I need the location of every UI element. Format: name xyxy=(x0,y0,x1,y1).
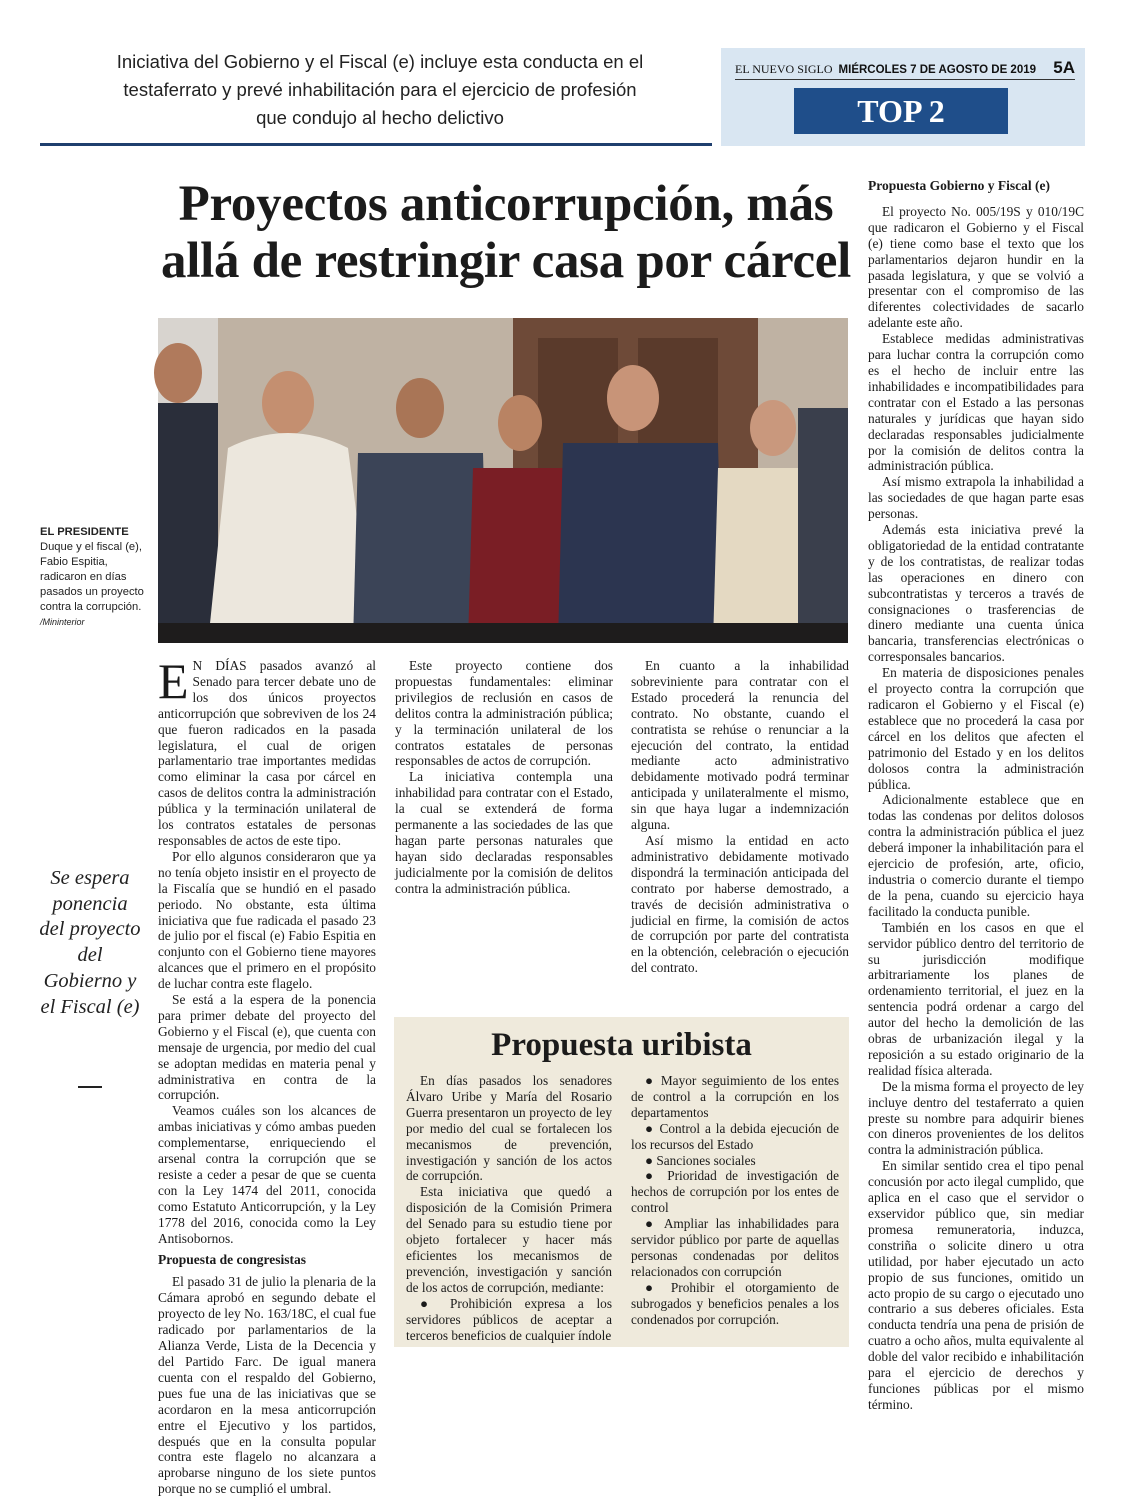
article-paragraph: Por ello algunos consideraron que ya no tenía objeto insistir en el proyecto de la Fiscalía que se hundió en el pasado periodo. No obstante, esta última iniciativa que fue radicada el pasado 23 de julio por el fiscal (e) Fabio Espitia en conjunto con el Gobierno tiene mayores alcances que el primero en el propósito de luchar contra este flagelo. xyxy=(158,848,376,992)
article-paragraph: Veamos cuáles son los alcances de ambas iniciativas y cómo ambas pueden complementarse, enriqueciendo el arsenal contra la corrupción que se resiste a ceder a pesar de que se cuenta con la Ley 1474 del 2011, conocida como Estatuto Anticorrupción, y la Ley 1778 del 2016, conocida como la Ley Antisobornos. xyxy=(158,1103,376,1246)
box-column-1 xyxy=(406,1073,612,1343)
box-bullet: ● Ampliar las inhabilidades para servidor público por parte de aquellas personas condenadas por delitos relacionados con corrupción xyxy=(631,1216,839,1279)
article-paragraph: Así mismo extrapola la inhabilidad a las sociedades de que hagan parte esas personas. xyxy=(868,474,1084,522)
newspaper-name: EL NUEVO SIGLO xyxy=(735,62,833,76)
article-paragraph: De la misma forma el proyecto de ley incluye dentro del testaferrato a quien preste su nombre para adquirir bienes con dineros provenientes de los delitos contra la administración pública. xyxy=(868,1078,1084,1158)
page-number: 5A xyxy=(1053,58,1075,77)
headline: Proyectos anticorrupción, más allá de restringir casa por cárcel xyxy=(161,176,851,289)
box-bullet: ● Control a la debida ejecución de los recursos del Estado xyxy=(631,1120,839,1152)
article-paragraph: El pasado 31 de julio la plenaria de la Cámara aprobó en segundo debate el proyecto de ley No. 163/18C, el cual fue radicado por parlamentarios de la Alianza Verde, Lista de la Decencia y del Partido Farc. De igual manera cuenta con el respaldo del Gobierno, pues fue una de las iniciativas que se acordaron en la mesa anticorrupción entre el Ejecutivo y los partidos, después que en la consulta popular contra este flagelo no alcanzara a aprobarse ninguno de los siete puntos porque no se cumplió el umbral. xyxy=(158,1274,376,1497)
photo-credit: /Mininterior xyxy=(40,617,85,627)
article-paragraph: Establece medidas administrativas para luchar contra la corrupción como es el hecho de incluir entre las inhabilidades e incompatibilidades para contratar con el Estado a las personas naturales y jurídicas que hayan sido declaradas responsables judicialmente por la comisión de delitos contra la administración pública. xyxy=(868,331,1084,474)
caption-title: EL PRESIDENTE xyxy=(40,526,129,538)
kicker-divider xyxy=(40,143,712,146)
article-column-2 xyxy=(395,658,613,1004)
article-paragraph: Adicionalmente establece que en todas las condenas por delitos dolosos contra la administración pública el juez deberá imponer la inhabilitación para el ejercicio de profesión, arte, oficio, industria o comercio durante el tiempo de la pena, cuando su ejercicio haya facilitado la conducta punible. xyxy=(868,792,1084,919)
article-column-3 xyxy=(631,658,849,1004)
box-bullet: ● Prioridad de investigación de hechos de corrupción por los entes de control xyxy=(631,1168,839,1216)
article-paragraph: Este proyecto contiene dos propuestas fundamentales: eliminar privilegios de reclusión en casos de delitos contra la administración pública; y la terminación unilateral de los contratos estatales de personas responsables de actos de corrupción. xyxy=(395,658,613,769)
subheading: Propuesta de congresistas xyxy=(158,1251,306,1267)
article-paragraph: En similar sentido crea el tipo penal concusión por acto ilegal cumplido, que aplica en el caso que el servidor o exservidor público que, sin mediar promesa remuneratoria, induzca, constriña o solicite dinero u otra utilidad, por haber ejecutado un acto propio de sus funciones, omitido un acto propio de su cargo o ejecutado uno contrario a sus deberes oficiales. Esta conducta tendría una pena de prisión de cuatro a ocho años, multa equivalente al doble del valor recibido e inhabilitación para el ejercicio de derechos y funciones públicas por el mismo término. xyxy=(868,1158,1084,1412)
article-paragraph: La iniciativa contempla una inhabilidad para contratar con el Estado, la cual se extenderá de forma permanente a las sociedades de las que hagan parte personas naturales que hayan sido declaradas responsables judicialmente por la comisión de delitos contra la administración pública. xyxy=(395,769,613,896)
masthead xyxy=(735,58,1075,78)
drop-cap: E xyxy=(158,653,189,709)
pull-quote-dash xyxy=(78,1086,102,1088)
masthead-divider xyxy=(735,79,1075,80)
lead-in: N DÍAS xyxy=(192,658,247,673)
article-paragraph: Así mismo la entidad en acto administrativo debidamente motivado dispondrá la terminación anticipada del contrato por haberse demostrado, a través de decisión administrativa o judicial en firme, la comisión de actos de corrupción por parte del contratista en la obtención, celebración o ejecución del contrato. xyxy=(631,832,849,976)
box-bullet: ● Prohibir el otorgamiento de subrogados y beneficios penales a los condenados por corrupción. xyxy=(631,1279,839,1327)
press-photo xyxy=(158,318,848,643)
article-column-1 xyxy=(158,653,376,1497)
press-photo-scene xyxy=(158,318,848,643)
box-bullet: ● Mayor seguimiento de los entes de control a la corrupción en los departamentos xyxy=(631,1073,839,1120)
box-column-2 xyxy=(631,1073,839,1343)
article-paragraph: En cuanto a la inhabilidad sobreviniente para contratar con el Estado procederá la renuncia del contrato. No obstante, cuando el contratista se rehúse o renunciar a la ejecución del contrato, la entidad mediante acto administrativo debidamente motivado podrá terminar anticipada y unilateralmente el mismo, sin que haya lugar a indemnización alguna. xyxy=(631,658,849,833)
article-paragraph: El proyecto No. 005/19S y 010/19C que radicaron el Gobierno y el Fiscal (e) tiene como base el texto que los parlamentarios dejaron hundir en la pasada legislatura, y que se volvió a presentar con el compromiso de las diferentes colectividades de sacarlo adelante este año. xyxy=(868,203,1084,331)
lead-paragraph: pasados avanzó al Senado para tercer debate uno de los dos únicos proyectos anticorrupción que sobreviven de los 24 que fueron radicados en la pasada legislatura, el cual de origen parlamentario trae importantes medidas como eliminar la casa por cárcel en casos de delitos contra la administración pública y la terminación unilateral de los contratos estatales de personas responsables de actos de este tipo. xyxy=(158,658,376,848)
photo-caption xyxy=(40,525,152,630)
box-title: Propuesta uribista xyxy=(491,1027,752,1063)
pull-quote: Se espera ponencia del proyecto del Gobierno y el Fiscal (e) xyxy=(39,867,141,1018)
box-bullet: ● Sanciones sociales xyxy=(645,1152,756,1168)
box-paragraph: Esta iniciativa que quedó a disposición de la Comisión Primera del Senado para su estudio tiene por objeto fortalecer y hacer más eficientes los mecanismos de prevención, investigación y sanción de los actos de corrupción, mediante: xyxy=(406,1184,612,1295)
box-bullet: ● Prohibición expresa a los servidores públicos de aceptar a terceros beneficios de cualquier índole xyxy=(406,1295,612,1343)
article-paragraph: Se está a la espera de la ponencia para primer debate del proyecto del Gobierno y el Fiscal (e), que cuenta con mensaje de urgencia, por medio del cual se adoptan medidas en materia penal y administrativa en contra de la corrupción. xyxy=(158,992,376,1103)
subheading: Propuesta Gobierno y Fiscal (e) xyxy=(868,178,1050,193)
section-label: TOP 2 xyxy=(794,88,1008,134)
kicker-summary: Iniciativa del Gobierno y el Fiscal (e) incluye esta conducta en el testaferrato y prevé inhabilitación para el ejercicio de profesión que condujo al hecho delictivo xyxy=(116,51,644,128)
article-paragraph: Además esta iniciativa prevé la obligatoriedad de la entidad contratante y de los contratistas, de realizar todas las operaciones en dinero con subcontratistas y terceros a través de consignaciones o trasferencias de dinero mediante una cuenta única bancaria, transferencias electrónicas o corresponsales bancarios. xyxy=(868,522,1084,665)
box-paragraph: En días pasados los senadores Álvaro Uribe y María del Rosario Guerra presentaron un proyecto de ley por medio del cual se fortalecen los mecanismos de prevención, investigación y sanción de los actos de corrupción. xyxy=(406,1073,612,1184)
caption-text: Duque y el fiscal (e), Fabio Espitia, radicaron en días pasados un proyecto contra la corrupción. xyxy=(40,541,144,613)
article-paragraph: En materia de disposiciones penales el proyecto contra la corrupción que radicaron el Gobierno y el Fiscal (e) establece que no procederá la casa por cárcel en los delitos que afecten el patrimonio del Estado y en los delitos dolosos contra la administración pública. xyxy=(868,665,1084,792)
article-paragraph xyxy=(158,653,376,849)
article-paragraph: También en los casos en que el servidor público dentro del territorio de su jurisdicción modifique arbitrariamente los planes de ordenamiento territorial, el juez en la sentencia podrá ordenar a cargo del autor del hecho la demolición de las obras de urbanización ilegal y la reposición a su estado originario de la realidad física alterada. xyxy=(868,919,1084,1078)
issue-date: MIÉRCOLES 7 DE AGOSTO DE 2019 xyxy=(838,64,1037,76)
article-column-4 xyxy=(868,178,1084,1412)
